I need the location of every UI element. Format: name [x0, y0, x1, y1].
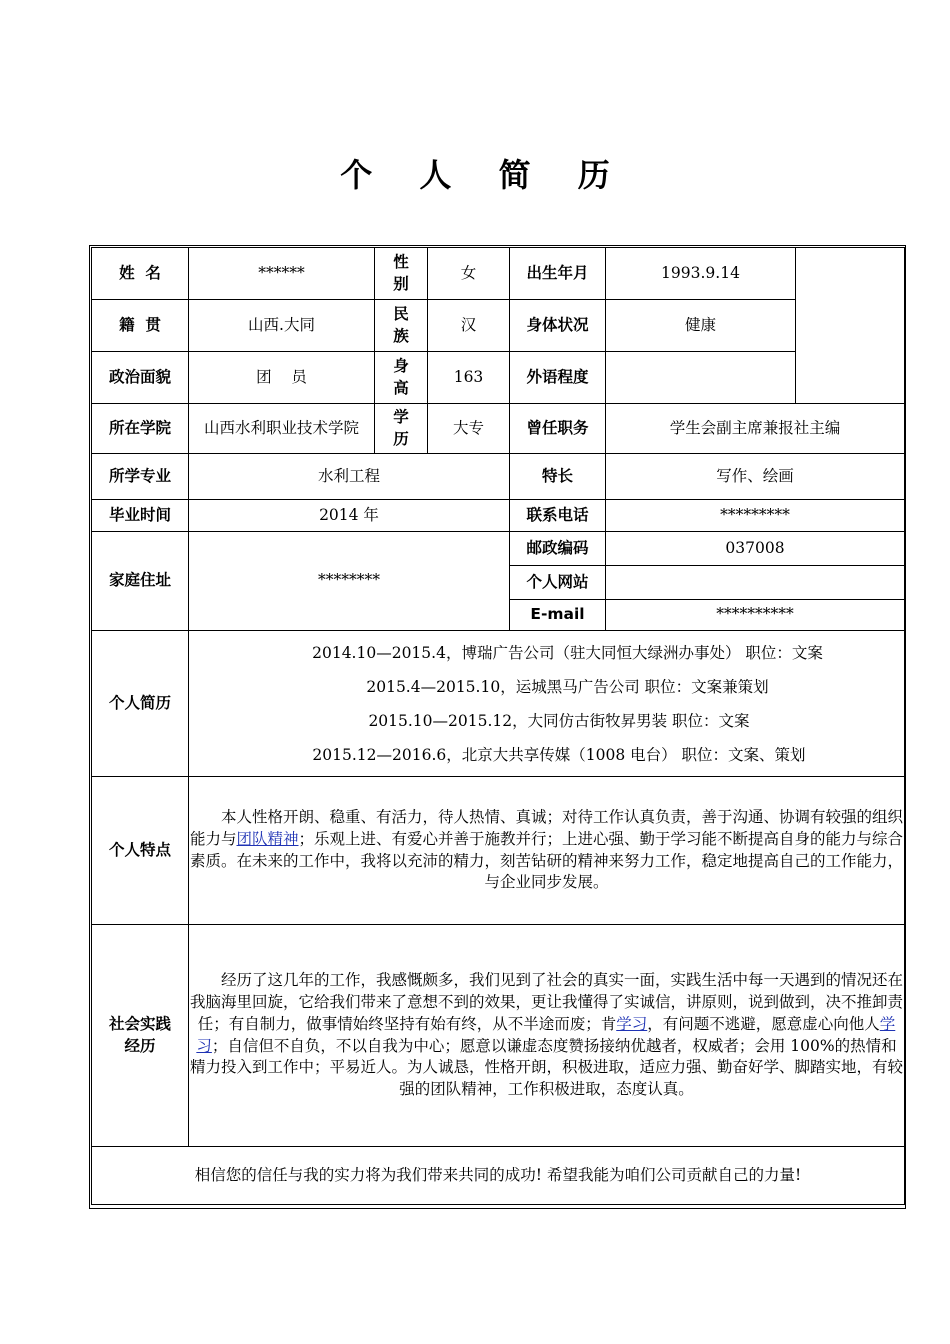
- address-value: ********: [189, 532, 510, 631]
- photo-cell: [796, 248, 905, 404]
- row-native: [92, 300, 905, 352]
- row-experience: [92, 631, 905, 777]
- name-label: 姓 名: [92, 248, 189, 300]
- college-label: 所在学院: [92, 404, 189, 454]
- native-value: 山西.大同: [189, 300, 375, 352]
- row-college: [92, 404, 905, 454]
- row-name: [92, 248, 905, 300]
- politics-value: 团 员: [189, 352, 375, 404]
- row-practice: [92, 925, 905, 1147]
- birth-value: 1993.9.14: [606, 248, 796, 300]
- grad-value: 2014 年: [189, 500, 510, 532]
- name-value: ******: [189, 248, 375, 300]
- email-value: **********: [606, 600, 905, 631]
- traits-label: 个人特点: [92, 777, 189, 925]
- website-label: 个人网站: [510, 566, 606, 600]
- address-label: 家庭住址: [92, 532, 189, 631]
- traits-content: [189, 777, 905, 925]
- gender-label: 性 别: [375, 248, 428, 300]
- phone-value: *********: [606, 500, 905, 532]
- email-label: E-mail: [510, 600, 606, 631]
- ethnic-value: 汉: [428, 300, 510, 352]
- zip-value: 037008: [606, 532, 905, 566]
- resume-table: [91, 247, 905, 1205]
- study-link-1[interactable]: 学习: [616, 1014, 648, 1033]
- college-value: 山西水利职业技术学院: [189, 404, 375, 454]
- practice-label: 社会实践 经历: [92, 925, 189, 1147]
- experience-line: 2015.12—2016.6，北京大共享传媒（1008 电台） 职位：文案、策划: [312, 745, 806, 764]
- birth-label: 出生年月: [510, 248, 606, 300]
- height-label: 身 高: [375, 352, 428, 404]
- practice-text-b: ，有问题不逃避，愿意虚心向他人: [647, 1014, 880, 1033]
- zip-label: 邮政编码: [510, 532, 606, 566]
- row-traits: [92, 777, 905, 925]
- grad-label: 毕业时间: [92, 500, 189, 532]
- phone-label: 联系电话: [510, 500, 606, 532]
- ethnic-label: 民 族: [375, 300, 428, 352]
- edu-label: 学 历: [375, 404, 428, 454]
- language-value: [606, 352, 796, 404]
- major-value: 水利工程: [189, 454, 510, 500]
- team-spirit-link[interactable]: 团队精神: [236, 829, 299, 848]
- specialty-value: 写作、绘画: [606, 454, 905, 500]
- experience-line: 2015.4—2015.10，运城黑马广告公司 职位：文案兼策划: [366, 677, 769, 696]
- row-grad: [92, 500, 905, 532]
- gender-value: 女: [428, 248, 510, 300]
- experience-content: [189, 631, 905, 777]
- traits-text-rest: ；乐观上进、有爱心并善于施教并行；上进心强、勤于学习能不断提高自身的能力与综合素质。在未来的工作中，我将以充沛的精力，刻苦钻研的精神来努力工作，稳定地提高自己的工作能力，与企业同步发展。: [189, 829, 904, 892]
- practice-text: 经历了这几年的工作，我感慨颇多，我们见到了社会的真实一面，实践生活中每一天遇到的情况还在我脑海里回旋，它给我们带来了意想不到的效果，更让我懂得了实诚信，讲原则，说到做到，决不推卸责任；有自制力，做事情始终坚持有始有终，从不半途而废；肯: [189, 971, 903, 1033]
- row-closing: [92, 1147, 905, 1205]
- experience-label: 个人简历: [92, 631, 189, 777]
- health-label: 身体状况: [510, 300, 606, 352]
- politics-label: 政治面貌: [92, 352, 189, 404]
- specialty-label: 特长: [510, 454, 606, 500]
- study-link-2[interactable]: 学习: [196, 1014, 896, 1055]
- practice-content: [189, 925, 905, 1147]
- traits-text: 本人性格开朗、稳重、有活力，待人热情、真诚；对待工作认真负责，善于沟通、协调有较强的组织能力与: [189, 808, 903, 848]
- website-value: [606, 566, 905, 600]
- height-value: 163: [428, 352, 510, 404]
- experience-line: 2014.10—2015.4，博瑞广告公司（驻大同恒大绿洲办事处） 职位：文案: [312, 643, 823, 662]
- health-value: 健康: [606, 300, 796, 352]
- row-major: [92, 454, 905, 500]
- row-politics: [92, 352, 905, 404]
- page-title: 个 人 简 历: [340, 156, 628, 194]
- experience-line: 2015.10—2015.12，大同仿古街牧昇男装 职位：文案: [368, 711, 750, 730]
- language-label: 外语程度: [510, 352, 606, 404]
- position-label: 曾任职务: [510, 404, 606, 454]
- practice-text-c: ；自信但不自负，不以自我为中心；愿意以谦虚态度赞扬接纳优越者，权威者；会用 100%的热情和精力投入到工作中；平易近人。为人诚恳，性格开朗，积极进取，适应力强、勤奋好学、脚踏实地，有较强的团队精神，工作积极进取，态度认真。: [189, 1036, 903, 1098]
- native-label: 籍 贯: [92, 300, 189, 352]
- closing-statement: 相信您的信任与我的实力将为我们带来共同的成功! 希望我能为咱们公司贡献自己的力量!: [92, 1147, 905, 1205]
- position-value: 学生会副主席兼报社主编: [606, 404, 905, 454]
- major-label: 所学专业: [92, 454, 189, 500]
- row-zip: [92, 532, 905, 566]
- edu-value: 大专: [428, 404, 510, 454]
